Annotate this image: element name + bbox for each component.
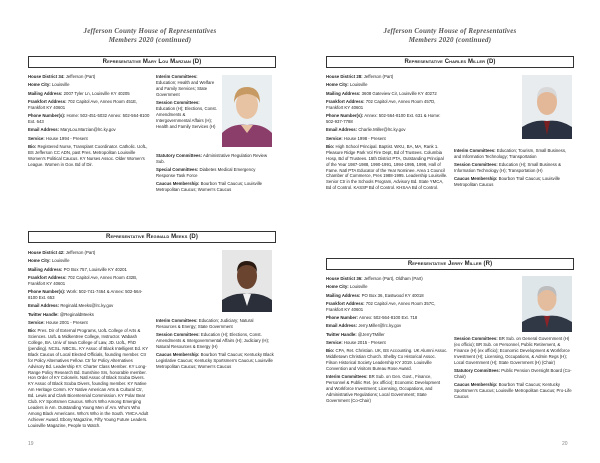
marzian-service-label: Service:: [28, 135, 45, 141]
marzian-mail: 2007 Tyler Ln, Louisville KY 40205: [62, 90, 130, 96]
jmiller-caucus-label: Caucus Membership:: [454, 382, 498, 388]
marzian-statutory-label: Statutory Committees:: [156, 153, 203, 158]
marzian-home: Louisville: [50, 82, 70, 88]
right-header-line1: Jefferson County House of Representatives: [383, 27, 517, 35]
marzian-district-label: House District 34:: [28, 74, 65, 79]
marzian-caucus: Bourbon Trail Caucus; Louisville Metropolitan Caucus; Women's Caucus: [156, 181, 263, 193]
jmiller-interim: BR Sub. on Gen. Govt., Finance, Personnel & Public Ret. (ex officio); Economic Development and Workforce Investment; Licensing, Occupations, and Administrative Regulations; Local Government; State Government (Co-Chair): [326, 374, 441, 403]
meeks-session-label: Session Committees:: [156, 332, 200, 338]
jmiller-twitter-label: Twitter Handle:: [326, 331, 357, 337]
meeks-frankfort-label: Frankfort Address:: [28, 274, 67, 280]
marzian-bio: Registered Nurse, Transplant Coordinator. Catholic. UofL, BS Jefferson CC ADN, past Pres. Metropolitan Louisville Women's Political Caucus. KY Nurses Assoc. Older Women's League. Women in Gov. Bd of Dir.: [28, 143, 148, 167]
marzian-special: Diabetes Medical Emergency Response Task Force: [156, 167, 256, 179]
cmiller-title: Representative Charles Miller (D): [404, 59, 496, 65]
meeks-photo: [222, 250, 272, 312]
cmiller-email-label: Email Address:: [326, 127, 358, 133]
jmiller-email: Jerry.Miller@lrc.ky.gov: [357, 323, 402, 329]
marzian-special-label: Special Committees:: [156, 167, 199, 173]
marzian-bio-label: Bio:: [28, 143, 37, 149]
jmiller-interim-label: Interim Committees:: [326, 374, 368, 380]
meeks-right-column: [156, 318, 274, 372]
jmiller-district-label: House District 36:: [326, 276, 363, 281]
right-header-line2: Members 2020 (continued): [408, 36, 492, 44]
meeks-frankfort: 702 Capitol Ave, Annex Room 432B, Frankfort KY 40601: [28, 274, 138, 286]
jmiller-home-label: Home City:: [326, 284, 349, 290]
cmiller-service: House 1998 - Present: [342, 135, 386, 141]
right-page: [300, 0, 600, 463]
jmiller-service: House 2015 - Present: [342, 339, 386, 345]
marzian-right-column-lower: [156, 153, 274, 196]
marzian-district: Jefferson (Part): [64, 74, 96, 79]
meeks-title: Representative Reginald Meeks (D): [106, 234, 198, 240]
marzian-frankfort-label: Frankfort Address:: [28, 98, 67, 104]
marzian-title: Representative Mary Lou Marzian (D): [102, 59, 202, 65]
jmiller-statutory: Public Pension Oversight Board (Co-Chair): [454, 367, 572, 379]
cmiller-bio: High School Principal. Baptist. WKU, BA, MA, Rank 1. Pleasure Ridge Park Vol Fire Dept, Bd of Trustees. Columbia Hosp, Bd of Trustees. 15th District PTA, Outstanding Principal of the Year 1987-1988, 1990-1991, 1994-1995, 1998, Hall of Fame. Natl PTA Educator of the Year Nominee. Area 1 Council Chamber of Commerce, Pres 1988-1995. Leadership Louisville. Senior Ctr in the Schools Program, Advisory Bd. State YMCA, Bd of Control. KASSP Bd of Control. KHSAA Bd of Control.: [326, 143, 448, 191]
jmiller-phone-label: Phone Number:: [326, 315, 358, 321]
jmiller-mail: PO Box 36, Eastwood KY 40018: [360, 292, 424, 298]
meeks-district: Jefferson (Part): [64, 250, 96, 255]
jmiller-home: Louisville: [348, 284, 368, 290]
jmiller-title: Representative Jerry Miller (R): [407, 261, 493, 267]
marzian-frankfort: 702 Capitol Ave, Annex Room 451E, Frankfort KY 40601: [28, 98, 138, 110]
meeks-mail: PO Box 757, Louisville KY 40201: [62, 266, 127, 272]
meeks-service: House 2001 - Present: [44, 319, 88, 325]
meeks-phone-label: Phone Number(s):: [28, 289, 66, 295]
jmiller-left-column: [326, 276, 448, 406]
marzian-right-column: [156, 74, 218, 132]
meeks-bio: Pres. Dir of External Programs, UofL College of Arts & Sciences. UofL & Midkentree College, Instructor. Wabash College, BA. Univ of Iowa College of Law, JD. UofL, PhD (pending). NCSL. NBCSL. KY Assoc of Black Intelligent Ed. KY Black Caucus of Local Elected Officials, founding member. Ctr for Policy Alternatives Fellow. Ctr for Policy Alternatives Advisory Bd. Leadership KY. Charter Class Member. KY Long-Range Policy Research Bd. Sunshine Srs, honorable member. Hon Order of KY Colonels. Natl Assoc of Black Scuba Divers. KY Assoc of Black Scuba Divers, founding member. KY Native Am Heritage Comm. KY Native American Arts & Cultural Ctr, Bd. Lewis and Clark Bicentennial Commission. KY Polar Bear Club. KY Sportsmen Caucus. Who's Who Among Emerging Leaders in Am. Outstanding Young Men of Am. Who's Who Among Black Americans. Who's Who in the South. YMCA Adult Achiever Award. Ebony Magazine, Fifty Young Future Leaders. Louisville Magazine, People to Watch.: [28, 328, 149, 428]
jmiller-caucus: Bourbon Trail Caucus; Kentucky Sportsmen's Caucus; Louisville Metropolitan Caucus; Pro-Life Caucus: [454, 382, 572, 399]
cmiller-frankfort: 702 Capitol Ave, Annex Room 457D, Frankfort KY 40601: [326, 98, 436, 110]
jmiller-frankfort: 702 Capitol Ave, Annex Room 357C, Frankfort KY 40601: [326, 300, 436, 312]
marzian-phone: Home: 502-451-5032 Annex: 502-564-8100 Ext. 643: [28, 113, 150, 124]
meeks-home-label: Home City:: [28, 258, 51, 264]
marzian-phone-label: Phone Number(s):: [28, 113, 66, 119]
meeks-left-column: [28, 250, 150, 431]
jmiller-mail-label: Mailing Address:: [326, 292, 361, 298]
jmiller-session: BR Sub. on General Government (H) (ex officio); BR Sub. on Personnel, Public Retirement, & Finance (H) (ex officio); Economic Development & Workforce Investment (H); Licensing, Occupations, & Admin Regs (H); Local Government (H); State Government (H) (Chair): [454, 336, 570, 365]
marzian-caucus-label: Caucus Membership:: [156, 181, 200, 187]
left-header-line2: Members 2020 (continued): [108, 36, 192, 44]
marzian-email: MaryLou.Marzian@lrc.ky.gov: [59, 127, 116, 133]
jmiller-phone: Annex: 502-564-8100 Ext. 718: [358, 315, 418, 321]
meeks-email: Reginald.Meeks@lrc.ky.gov: [59, 303, 114, 309]
marzian-left-column: [28, 74, 150, 170]
meeks-twitter: @ReginaldMeeks: [58, 311, 94, 317]
meeks-twitter-label: Twitter Handle:: [28, 311, 59, 317]
right-page-number: 20: [562, 441, 568, 447]
meeks-title-box: [28, 231, 276, 243]
cmiller-session-label: Session Committees:: [454, 162, 498, 168]
marzian-statutory: Administrative Regulation Review Sub.: [156, 153, 268, 164]
cmiller-caucus: Bourbon Trail Caucus; Louisville Metropolitan Caucus: [454, 176, 561, 188]
left-header-line1: Jefferson County House of Representatives: [83, 27, 217, 35]
jmiller-district: Jefferson (Part), Oldham (Part): [362, 276, 423, 281]
meeks-caucus: Bourbon Trail Caucus; Kentucky Black Legislative Caucus; Kentucky Sportsmen's Caucus; Louisville Metropolitan Caucus; Women's Caucus: [156, 352, 274, 370]
marzian-session: Education (H); Elections, Const. Amendments & Intergovernmental Affairs (H); Health and Family Services (H): [156, 105, 217, 129]
cmiller-title-box: [326, 56, 574, 68]
meeks-interim-label: Interim Committees:: [156, 318, 198, 323]
cmiller-home: Louisville: [348, 82, 368, 88]
marzian-interim-label: Interim Committees:: [156, 74, 198, 79]
cmiller-district-label: House District 28:: [326, 74, 363, 79]
marzian-home-label: Home City:: [28, 82, 51, 88]
marzian-title-box: [28, 56, 276, 68]
jmiller-service-label: Service:: [326, 339, 343, 345]
meeks-phone: Work: 502-741-7464 & Annex: 502-564-8100 Ext. 653: [28, 289, 143, 300]
cmiller-home-label: Home City:: [326, 82, 349, 88]
marzian-session-label: Session Committees:: [156, 100, 200, 106]
right-page-header: [300, 27, 600, 45]
jmiller-statutory-label: Statutory Committees:: [454, 367, 501, 373]
cmiller-phone-label: Phone Number(s):: [326, 113, 364, 119]
left-page-number: 19: [28, 441, 34, 447]
jmiller-right-column: [454, 336, 572, 402]
cmiller-frankfort-label: Frankfort Address:: [326, 98, 365, 104]
left-page-header: [0, 27, 300, 45]
cmiller-email: Charlie.Miller@lrc.ky.gov: [357, 127, 406, 133]
cmiller-district: Jefferson (Part): [362, 74, 394, 79]
meeks-mail-label: Mailing Address:: [28, 266, 63, 272]
cmiller-service-label: Service:: [326, 135, 343, 141]
marzian-service: House 1994 - Present: [44, 135, 88, 141]
meeks-caucus-label: Caucus Membership:: [156, 352, 200, 358]
cmiller-mail: 3608 Gateview Cir, Louisville KY 40272: [360, 90, 437, 96]
cmiller-phone: Annex: 502-564-8100 Ext. 631 & Home: 502-937-7788: [326, 113, 441, 124]
jmiller-photo: [522, 276, 572, 332]
jmiller-bio: CPA, Ret. Christian. UK, BS Accounting. UK Alumni Assoc. Middletown Christian Church. Shelby Co Historical Assoc. Filson Historical Society Leadership KY 2019. Louisville Convention and Visitors Bureau Rose Award.: [326, 348, 448, 371]
meeks-email-label: Email Address:: [28, 303, 60, 309]
jmiller-twitter: @JerryTMiller: [356, 331, 385, 337]
cmiller-caucus-label: Caucus Membership:: [454, 176, 498, 182]
jmiller-email-label: Email Address:: [326, 323, 358, 329]
meeks-bio-label: Bio:: [28, 328, 37, 334]
marzian-mail-label: Mailing Address:: [28, 90, 63, 96]
meeks-interim: Education; Judiciary; Natural Resources & Energy; State Government: [156, 318, 254, 329]
jmiller-bio-label: Bio:: [326, 348, 335, 354]
meeks-service-label: Service:: [28, 319, 45, 325]
marzian-interim: Education; Health and Welfare and Family Services; State Government: [156, 79, 215, 97]
cmiller-mail-label: Mailing Address:: [326, 90, 361, 96]
jmiller-frankfort-label: Frankfort Address:: [326, 300, 365, 306]
cmiller-photo: [522, 75, 572, 139]
cmiller-interim-label: Interim Committees:: [454, 148, 496, 153]
cmiller-right-column: [454, 148, 572, 191]
meeks-district-label: House District 42:: [28, 250, 65, 255]
jmiller-session-label: Session Committees:: [454, 336, 498, 341]
marzian-email-label: Email Address:: [28, 127, 60, 133]
marzian-photo: [222, 75, 272, 147]
meeks-session: Education (H); Elections, Const. Amendments & Intergovernmental Affairs (H); Judiciary (H); Natural Resources & Energy (H): [156, 332, 270, 350]
cmiller-session: Education (H); Small Business & Information Technology (H); Transportation (H): [454, 162, 561, 174]
meeks-home: Louisville: [50, 258, 70, 264]
cmiller-left-column: [326, 74, 448, 194]
cmiller-bio-label: Bio:: [326, 143, 335, 149]
jmiller-title-box: [326, 258, 574, 270]
cmiller-interim: Education; Tourism, Small Business, and Information Technology; Transportation: [454, 148, 567, 159]
